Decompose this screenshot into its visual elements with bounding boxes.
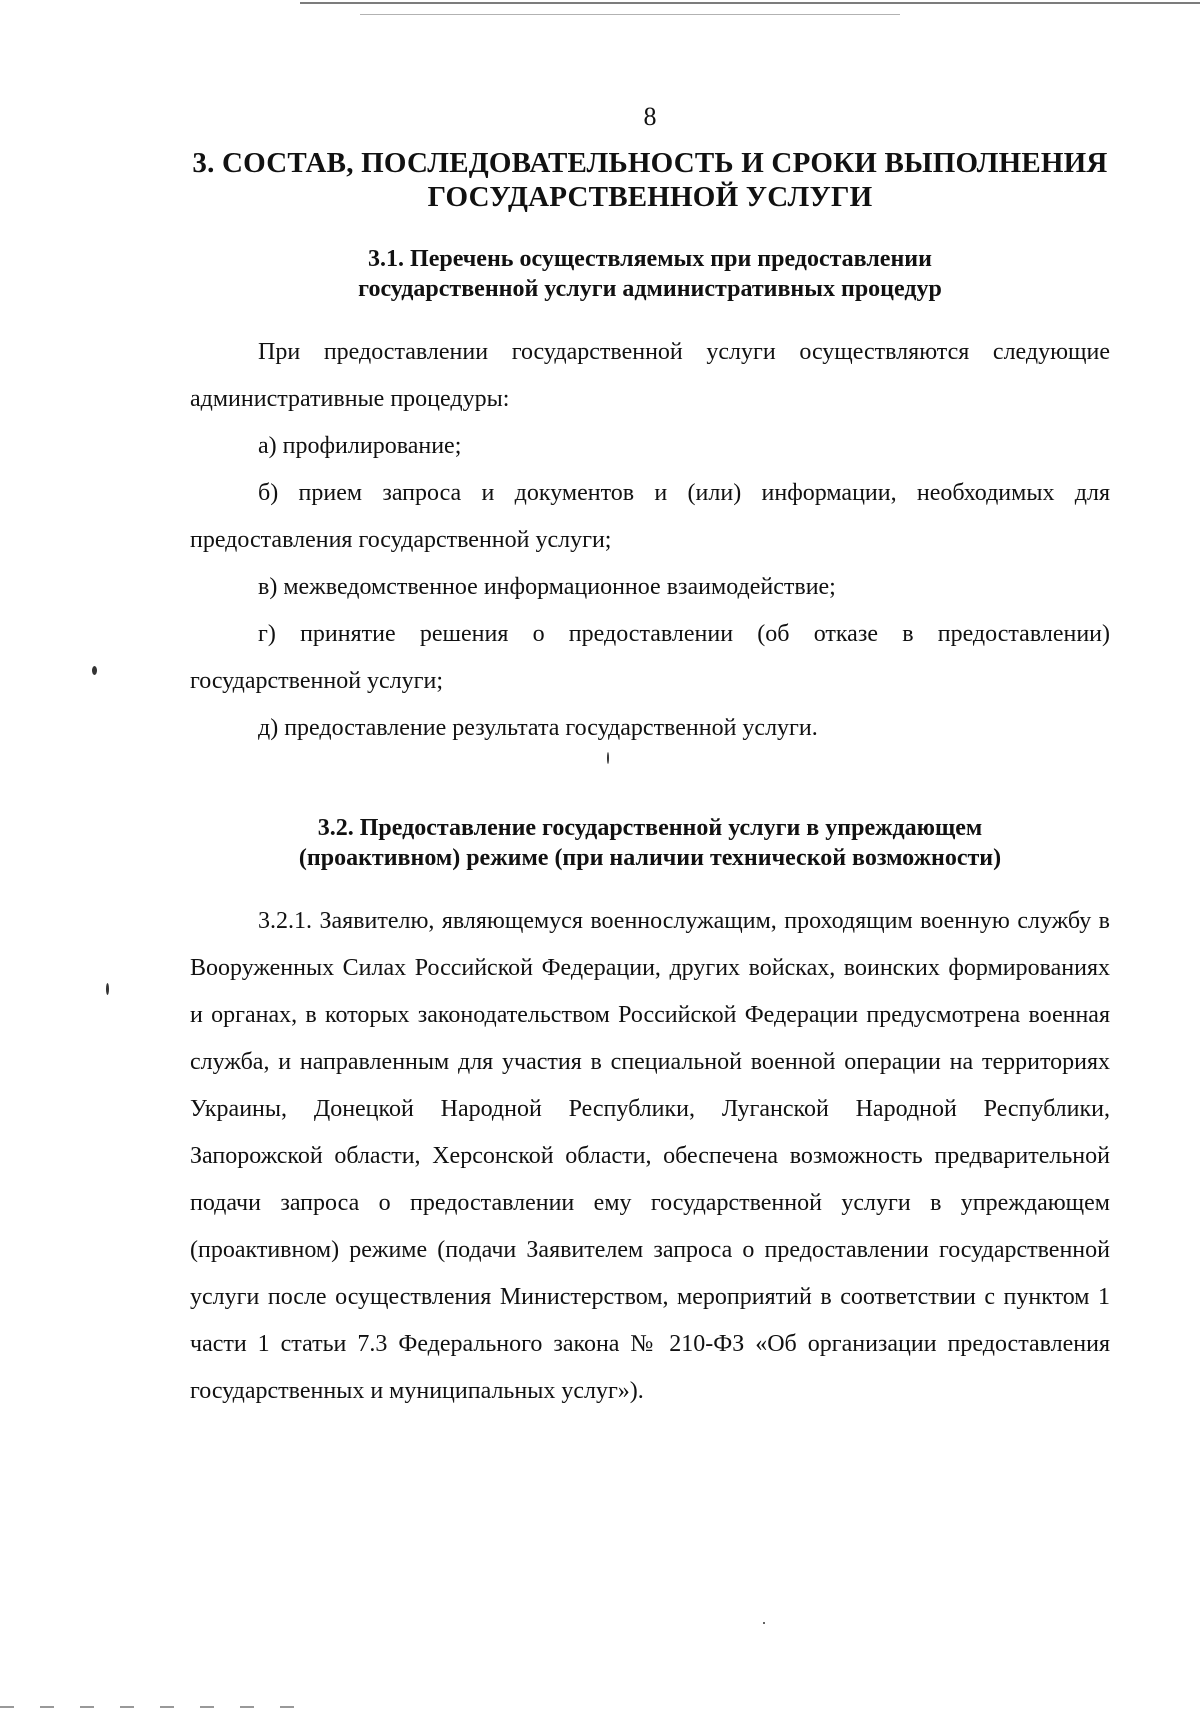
- scan-speck: [763, 1622, 765, 1624]
- procedure-item-d: д) предоставление результата государственной услуги.: [258, 715, 818, 741]
- procedure-item-b: б) прием запроса и документов и (или) информации, необходимых для предоставления государственной услуги;: [190, 480, 1110, 553]
- scan-artifact-top-line: [300, 2, 1200, 4]
- scan-artifact-bottom-line: [0, 1706, 320, 1708]
- page-number: 8: [643, 102, 657, 131]
- scan-artifact-top-line-faint: [360, 14, 900, 15]
- scan-speck: [106, 983, 109, 995]
- subsection-1-title-line-1: 3.1. Перечень осуществляемых при предоставлении: [368, 246, 932, 272]
- procedure-item-v: в) межведомственное информационное взаимодействие;: [258, 574, 836, 600]
- scan-speck: [92, 666, 97, 675]
- subsection-1-intro: При предоставлении государственной услуги осуществляются следующие административные процедуры:: [190, 339, 1110, 412]
- scan-speck: [607, 752, 609, 764]
- section-title-line-2: ГОСУДАРСТВЕННОЙ УСЛУГИ: [427, 181, 873, 213]
- procedure-item-a: а) профилирование;: [258, 433, 462, 459]
- subsection-1-title-line-2: государственной услуги административных процедур: [358, 276, 942, 302]
- paragraph-3-2-1: 3.2.1. Заявителю, являющемуся военнослужащим, проходящим военную службу в Вооруженных Силах Российской Федерации, других войсках, воинских формированиях и органах, в которых законодательством Российской Федерации предусмотрена военная служба, и направленным для участия в специальной военной операции на территориях Украины, Донецкой Народной Республики, Луганской Народной Республики, Запорожской области, Херсонской области, обеспечена возможность предварительной подачи запроса о предоставлении ему государственной услуги в упреждающем (проактивном) режиме (подачи Заявителем запроса о предоставлении государственной услуги после осуществления Министерством, мероприятий в соответствии с пунктом 1 части 1 статьи 7.3 Федерального закона № 210-ФЗ «Об организации предоставления государственных и муниципальных услуг»).: [190, 908, 1110, 1404]
- procedure-item-g: г) принятие решения о предоставлении (об отказе в предоставлении) государственной услуги;: [190, 621, 1110, 694]
- section-title-line-1: 3. СОСТАВ, ПОСЛЕДОВАТЕЛЬНОСТЬ И СРОКИ ВЫПОЛНЕНИЯ: [192, 147, 1108, 179]
- subsection-2-title-line-2: (проактивном) режиме (при наличии технической возможности): [298, 845, 1002, 871]
- subsection-2-title-line-1: 3.2. Предоставление государственной услуги в упреждающем: [317, 815, 983, 841]
